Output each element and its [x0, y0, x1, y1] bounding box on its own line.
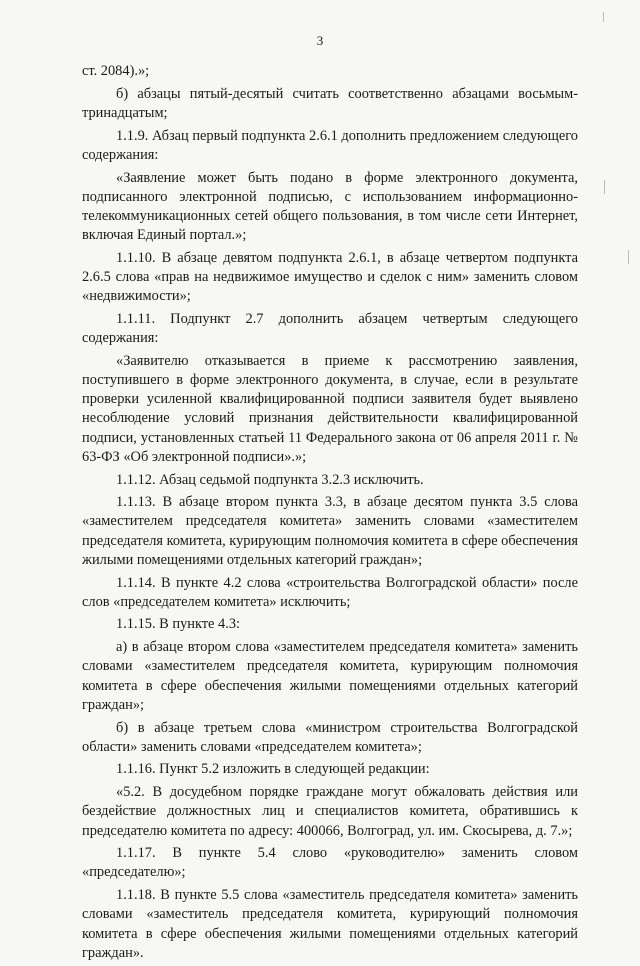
- paragraph: 1.1.10. В абзаце девятом подпункта 2.6.1, в абзаце четвертом подпункта 2.6.5 слова «прав на недвижимое имущество и сделок с ним» заменить словом «недвижимости»;: [82, 249, 578, 305]
- paragraph: 1.1.15. В пункте 4.3:: [116, 616, 241, 633]
- paragraph: б) в абзаце третьем слова «министром строительства Волгоградской области» заменить словами «председателем комитета»;: [82, 719, 578, 755]
- paragraph: б) абзацы пятый-десятый считать соответственно абзацами восьмым-тринадцатым;: [82, 85, 578, 121]
- paragraph: ст. 2084).»;: [82, 63, 150, 79]
- paragraph: 1.1.17. В пункте 5.4 слово «руководителю» заменить словом «председателю»;: [82, 845, 578, 881]
- scan-artifact: [628, 250, 629, 264]
- paragraph: 1.1.11. Подпункт 2.7 дополнить абзацем четвертым следующего содержания:: [82, 310, 578, 347]
- paragraph: 1.1.12. Абзац седьмой подпункта 3.2.3 исключить.: [116, 471, 424, 488]
- page-number: 3: [316, 33, 324, 48]
- paragraph: а) в абзаце втором слова «заместителем председателя комитета» заменить словами «заместителем председателя комитета, курирующим полномочия комитета в сфере обеспечения жилыми помещениями отдельных категорий граждан»;: [82, 639, 578, 713]
- scan-artifact: [604, 180, 605, 194]
- scan-artifact: [603, 12, 604, 22]
- paragraph: 1.1.13. В абзаце втором пункта 3.3, в абзаце десятом пункта 3.5 слова «заместителем председателя комитета» заменить словами «заместителем председателя комитета, курирующим полномочия комитета в сфере обеспечения жилыми помещениями отдельных категорий граждан»;: [82, 494, 579, 568]
- paragraph: 1.1.14. В пункте 4.2 слова «строительства Волгоградской области» после слов «председателем комитета» исключить;: [82, 574, 578, 610]
- paragraph: 1.1.18. В пункте 5.5 слова «заместитель председателя комитета» заменить словами «заместитель председателя комитета, курирующий полномочия комитета в сфере обеспечения жилыми помещениями отдельных категорий граждан».: [82, 887, 578, 961]
- paragraph: «Заявление может быть подано в форме электронного документа, подписанного электронной подписью, с использованием информационно-телекоммуникационных сетей общего пользования, в том числе сети Интернет, включая Единый портал.»;: [82, 169, 578, 244]
- paragraph: 1.1.16. Пункт 5.2 изложить в следующей редакции:: [116, 761, 430, 778]
- document-body: [82, 62, 578, 966]
- paragraph: «Заявителю отказывается в приеме к рассмотрению заявления, поступившего в форме электронного документа, в случае, если в результате проверки усиленной квалифицированной подписи заявителя будет выявлено несоблюдение условий признания действительности квалифицированной подписи, установленных статьей 11 Федерального закона от 06 апреля 2011 г. № 63-ФЗ «Об электронной подписи».»;: [82, 352, 578, 465]
- paragraph: 1.1.9. Абзац первый подпункта 2.6.1 дополнить предложением следующего содержания:: [82, 127, 578, 163]
- paragraph: «5.2. В досудебном порядке граждане могут обжаловать действия или бездействие должностных лиц и специалистов комитета, обратившись к председателю комитета по адресу: 400066, Волгоград, ул. им. Скосырева, д. 7.»;: [82, 784, 578, 839]
